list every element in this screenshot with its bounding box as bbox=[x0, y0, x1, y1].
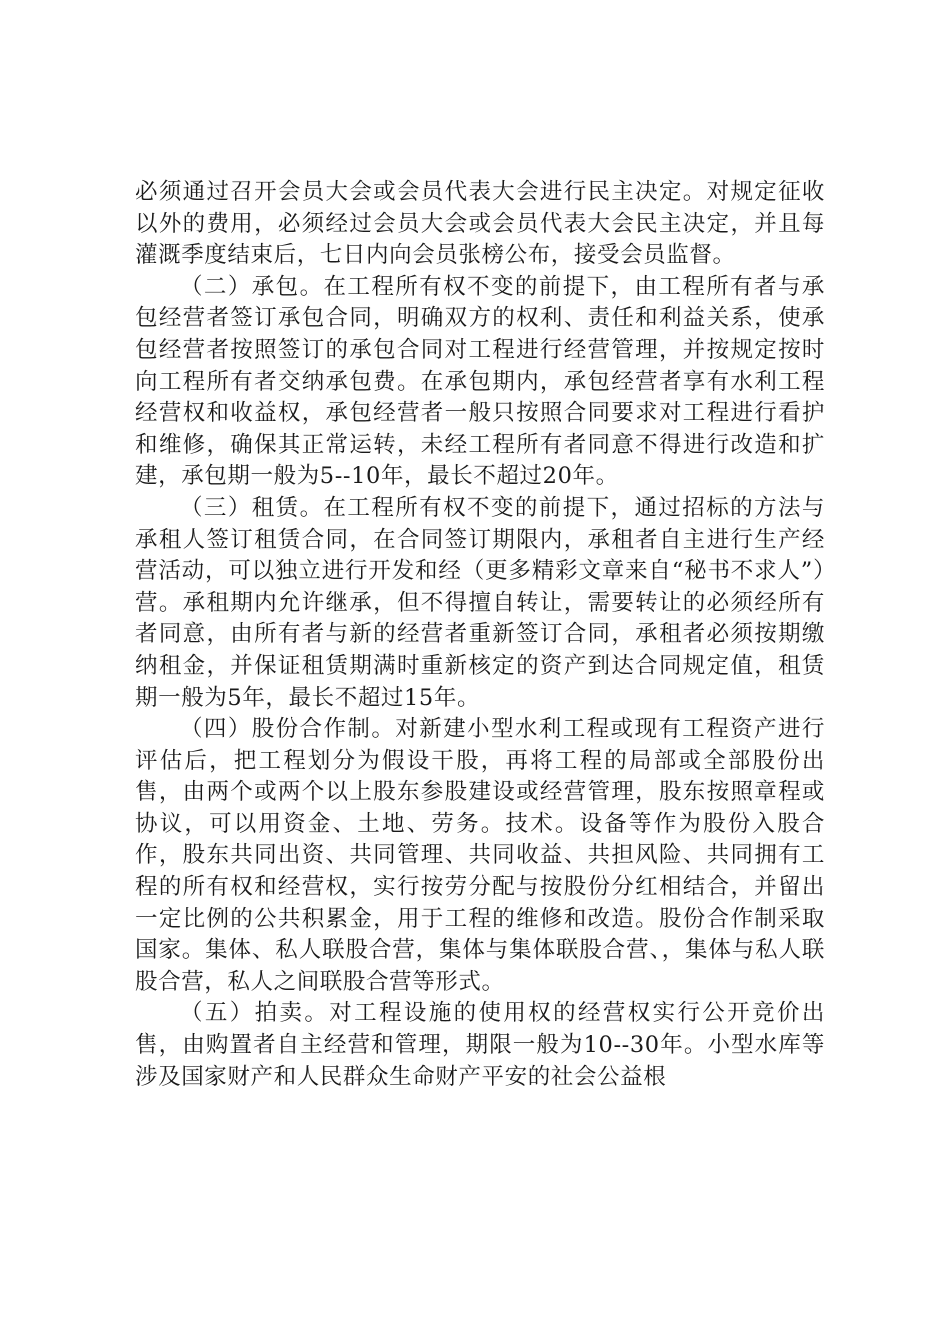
paragraph-joint-stock: （四）股份合作制。对新建小型水利工程或现有工程资产进行评估后，把工程划分为假设干股，再将工程的局部或全部股份出售，由两个或两个以上股东参股建设或经营管理，股东按照章程或协议，可以用资金、土地、劳务。技术。设备等作为股份入股合作，股东共同出资、共同管理、共同收益、共担风险、共同拥有工程的所有权和经营权，实行按劳分配与按股份分红相结合，并留出一定比例的公共积累金，用于工程的维修和改造。股份合作制采取国家。集体、私人联股合营，集体与集体联股合营、，集体与私人联股合营，私人之间联股合营等形式。 bbox=[135, 716, 825, 995]
paragraph-contracting: （二）承包。在工程所有权不变的前提下，由工程所有者与承包经营者签订承包合同，明确双方的权利、责任和利益关系，使承包经营者按照签订的承包合同对工程进行经营管理，并按规定按时向工程所有者交纳承包费。在承包期内，承包经营者享有水利工程经营权和收益权，承包经营者一般只按照合同要求对工程进行看护和维修，确保其正常运转，未经工程所有者同意不得进行改造和扩建，承包期一般为5--10年，最长不超过20年。 bbox=[135, 273, 825, 490]
paragraph-auction: （五）拍卖。对工程设施的使用权的经营权实行公开竞价出售，由购置者自主经营和管理，期限一般为10--30年。小型水库等涉及国家财产和人民群众生命财产平安的社会公益根 bbox=[135, 1000, 825, 1090]
document-body bbox=[135, 177, 825, 1093]
paragraph-leasing: （三）租赁。在工程所有权不变的前提下，通过招标的方法与承租人签订租赁合同，在合同签订期限内，承租者自主进行生产经营活动，可以独立进行开发和经（更多精彩文章来自“秘书不求人”）营。承租期内允许继承，但不得擅自转让，需要转让的必须经所有者同意，由所有者与新的经营者重新签订合同，承租者必须按期缴纳租金，并保证租赁期满时重新核定的资产到达合同规定值，租赁期一般为5年，最长不超过15年。 bbox=[135, 494, 825, 711]
paragraph-continuation: 必须通过召开会员大会或会员代表大会进行民主决定。对规定征收以外的费用，必须经过会员大会或会员代表大会民主决定，并且每灌溉季度结束后，七日内向会员张榜公布，接受会员监督。 bbox=[135, 179, 825, 269]
